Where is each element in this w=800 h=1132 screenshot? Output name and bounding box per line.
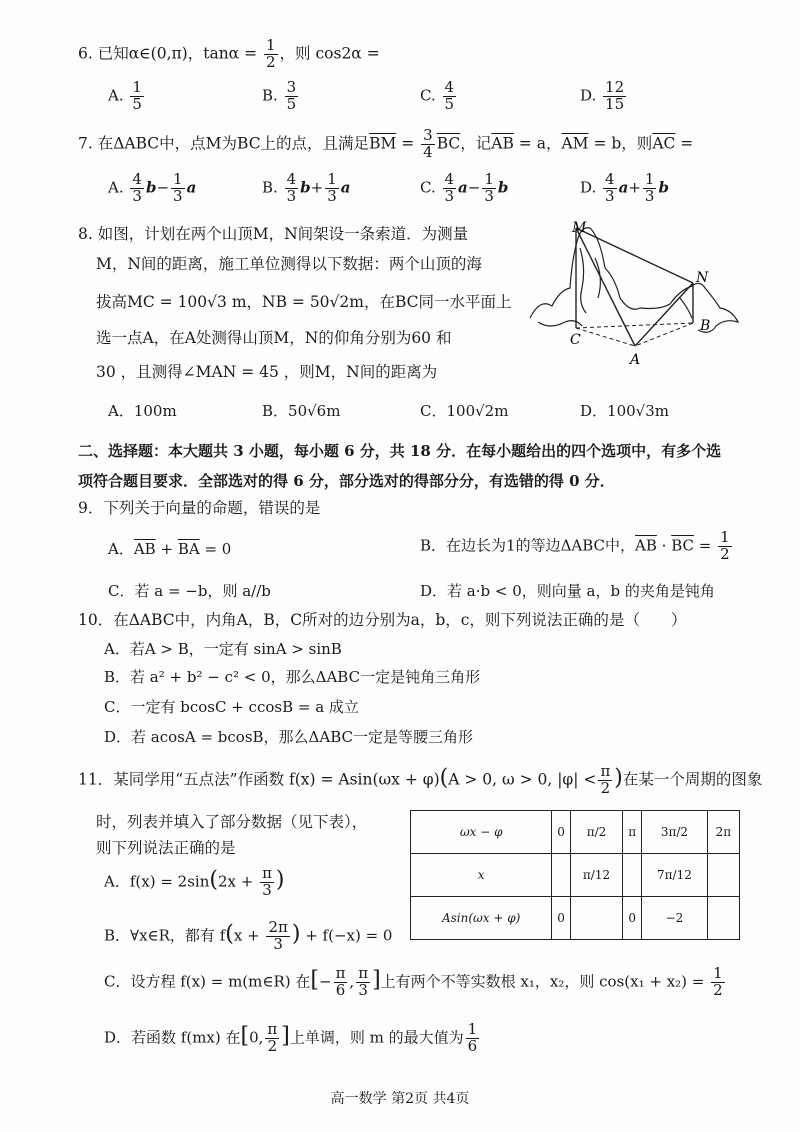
label-n: N	[696, 270, 709, 286]
section2-line-1: 二、选择题：本大题共 3 小题，每小题 6 分，共 18 分．在每小题给出的四个选项中，有多个选	[78, 442, 722, 460]
q9-option-a: A．$\overline{AB} + \overline{BA} = 0$	[108, 540, 232, 558]
q6-stem: 6. 已知α∈(0,π)，tanα = $\frac{1}{2}$ ，则 cos2α =	[78, 36, 380, 71]
q7-option-d: D. $\frac{4}{3}$ a+ $\frac{1}{3}$ b	[580, 170, 669, 205]
q11-option-b: B．∀x∈R，都有 f(x + $\frac{2\pi}{3}$ ) + f(−x) = 0	[104, 918, 393, 953]
page-footer: 高一数学 第2页 共4页	[330, 1091, 470, 1107]
q9-option-b: B．在边长为1的等边ΔABC中，$\overline{AB} \cdot \overline{BC}$ = $\frac{1}{2}$	[420, 528, 730, 563]
q9-stem: 9．下列关于向量的命题，错误的是	[78, 499, 321, 517]
q7-option-b: B. $\frac{4}{3}$ b+ $\frac{1}{3}$ a	[262, 170, 351, 205]
q7-option-a: A. $\frac{4}{3}$ b− $\frac{1}{3}$ a	[108, 170, 197, 205]
q11-stem-1: 11．某同学用“五点法”作函数 f(x) = Asin(ωx + φ)(A > 0, ω > 0, |φ| < $\frac{\pi}{2}$ )在某一个周期的图象	[78, 762, 763, 797]
table-row: Asin(ωx + φ) 0 0 −2	[411, 897, 740, 940]
q10-stem: 10．在ΔABC中，内角A，B，C所对的边分别为a，b，c，则下列说法正确的是（ ）	[78, 611, 687, 629]
q11-stem-2: 时，列表并填入了部分数据（见下表），	[96, 813, 368, 831]
q8-line-1: 8. 如图，计划在两个山顶M，N间架设一条索道．为测量	[78, 225, 469, 243]
label-b: B	[700, 318, 711, 334]
q8-line-2: M，N间的距离，施工单位测得以下数据：两个山顶的海	[96, 255, 482, 273]
q7-stem: 7. 在ΔABC中，点M为BC上的点，且满足$\overline{BM}$ = $\frac{3}{4}$ $\overline{BC}$，记$\overline{AB} = a$，$\overline{AM} = b$，则$\overline{AC}$ =	[78, 126, 694, 161]
label-a: A	[630, 352, 641, 368]
label-m: M	[572, 220, 587, 236]
mountain-figure	[520, 218, 750, 378]
q8-option-c: C．100√2m	[420, 402, 509, 420]
q8-option-d: D．100√3m	[580, 402, 669, 420]
five-point-table	[410, 810, 740, 940]
label-c: C	[570, 332, 581, 348]
q8-option-b: B．50√6m	[262, 402, 341, 420]
q11-option-a: A．f(x) = 2sin(2x + $\frac{\pi}{3}$ )	[104, 864, 285, 899]
q10-option-c: C．一定有 bcosC + ccosB = a 成立	[104, 698, 359, 716]
q11-option-c: C．设方程 f(x) = m(m∈R) 在[− $\frac{\pi}{6}$ , $\frac{\pi}{3}$ ]上有两个不等实数根 x₁，x₂，则 cos(x₁ + x₂) = $\frac{1}{2}$	[104, 964, 723, 999]
q6-option-c: C. $\frac{4}{5}$	[420, 78, 455, 113]
q8-line-5: 30 ，且测得∠MAN = 45 ，则M，N间的距离为	[96, 363, 438, 381]
q10-option-a: A．若A > B，一定有 sinA > sinB	[104, 640, 342, 658]
q10-option-b: B．若 a² + b² − c² < 0，那么ΔABC一定是钝角三角形	[104, 668, 481, 686]
q6-option-d: D. $\frac{12}{15}$	[580, 78, 625, 113]
q8-line-3: 拔高MC = 100√3 m，NB = 50√2m，在BC同一水平面上	[96, 293, 512, 311]
q8-line-4: 选一点A，在A处测得山顶M，N的仰角分别为60 和	[96, 329, 452, 347]
table-row: x π/12 7π/12	[411, 854, 740, 897]
q9-option-c: C．若 a = −b，则 a//b	[108, 582, 271, 600]
q8-option-a: A．100m	[108, 402, 177, 420]
section2-line-2: 项符合题目要求．全部选对的得 6 分，部分选对的得部分分，有选错的得 0 分．	[78, 472, 615, 490]
q10-option-d: D．若 acosA = bcosB，那么ΔABC一定是等腰三角形	[104, 728, 474, 746]
q7-option-c: C. $\frac{4}{3}$ a− $\frac{1}{3}$ b	[420, 170, 509, 205]
q6-option-a: A. $\frac{1}{5}$	[108, 78, 142, 113]
q9-option-d: D．若 a·b < 0，则向量 a，b 的夹角是钝角	[420, 582, 715, 600]
q6-option-b: B. $\frac{3}{5}$	[262, 78, 297, 113]
table-row: ωx − φ 0 π/2 π 3π/2 2π	[411, 811, 740, 854]
q11-option-d: D．若函数 f(mx) 在[0, $\frac{\pi}{2}$ ]上单调，则 m 的最大值为 $\frac{1}{6}$	[104, 1020, 478, 1055]
q11-stem-3: 则下列说法正确的是	[96, 839, 236, 857]
